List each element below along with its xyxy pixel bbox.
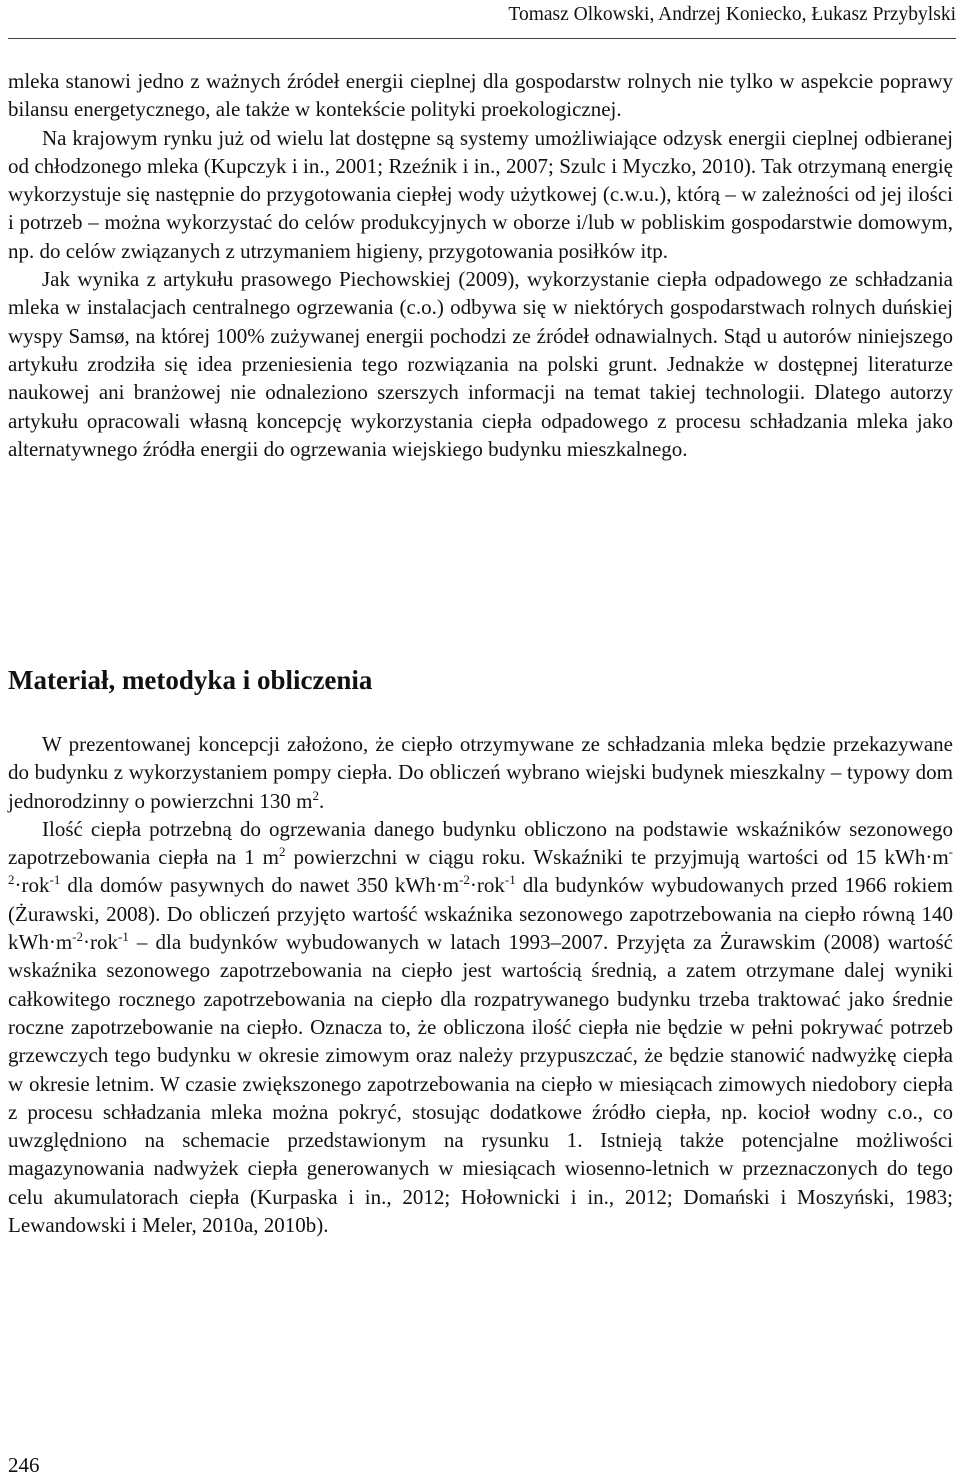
- paragraph-continuation: mleka stanowi jedno z ważnych źródeł energii cieplnej dla gospodarstw rolnych nie tylko w aspekcie poprawy bilansu energetycznego, ale także w kontekście polityki proekologicznej.: [8, 69, 953, 122]
- superscript: -2: [459, 872, 470, 888]
- method-text-block: [8, 730, 953, 1239]
- superscript: 2: [279, 844, 286, 860]
- paragraph-concept-end: .: [318, 788, 325, 813]
- text-run: ·rok: [83, 930, 118, 955]
- page-number: 246: [8, 1453, 40, 1477]
- page-header: [8, 0, 956, 39]
- text-run: powierzchni w ciągu roku. Wskaźniki te przyjmują wartości od 15 kWh·m: [285, 845, 949, 870]
- text-run: Ilość ciepła potrzebną do ogrzewania danego budynku obliczono na podstawie wskaźników sezonowego zapotrzebowania ciepła na 1 m: [8, 816, 953, 870]
- superscript: -2: [8, 844, 954, 888]
- superscript: -1: [49, 872, 61, 888]
- running-header-authors: Tomasz Olkowski, Andrzej Koniecko, Łukasz Przybylski: [508, 4, 956, 25]
- paragraph-samso: Jak wynika z artykułu prasowego Piechowskiej (2009), wykorzystanie ciepła odpadowego ze schładzania mleka w instalacjach centralnego ogrzewania (c.o.) odbywa się w niektórych gospodarstwach rolnych duńskiej wyspy Samsø, na której 100% zużywanej energii pochodzi ze źródeł odnawialnych. Stąd u autorów niniejszego artykułu zrodziła się idea przeniesienia tego rozwiązania na polski grunt. Jednakże w dostępnej literaturze naukowej ani branżowej nie odnaleziono szerszych informacji na temat takiej technologii. Dlatego autorzy artykułu opracowali własną koncepcję wykorzystania ciepła odpadowego z procesu schładzania mleka jako alternatywnego źródła energii do ogrzewania wiejskiego budynku mieszkalnego.: [8, 267, 953, 461]
- paragraph-heat-demand: [8, 815, 953, 1239]
- superscript: -2: [72, 929, 83, 945]
- section-heading: Materiał, metodyka i obliczenia: [8, 665, 373, 695]
- superscript: 2: [312, 787, 319, 803]
- superscript: -1: [118, 929, 129, 945]
- paragraph-domestic-market: Na krajowym rynku już od wielu lat dostępne są systemy umożliwiające odzysk energii cieplnej odbieranej od chłodzonego mleka (Kupczyk i in., 2001; Rzeźnik i in., 2007; Szulc i Myczko, 2010). Tak otrzymaną energię wykorzystuje się następnie do przygotowania ciepłej wody użytkowej (c.w.u.), którą – w zależności od jej ilości i potrzeb – można wykorzystać do celów produkcyjnych w oborze i/lub w pobliskim gospodarstwie domowym, np. do celów związanych z utrzymaniem higieny, przygotowania posiłków itp.: [8, 125, 953, 263]
- text-run: dla domów pasywnych do nawet 350 kWh·m: [60, 873, 460, 898]
- text-run: ·rok: [14, 873, 50, 898]
- text-run: – dla budynków wybudowanych w latach 1993–2007. Przyjęta za Żurawskim (2008) wartość wskaźnika sezonowego zapotrzebowania na ciepło jest wartością średnią, a zatem otrzymane dalej wyniki całkowitego rocznego zapotrzebowania na ciepło dla rozpatrywanego budynku trzeba traktować jako średnie roczne zapotrzebowanie na ciepło. Oznacza to, że obliczona ilość ciepła nie będzie w pełni pokrywać potrzeb grzewczych tego budynku w okresie zimowym oraz należy przypuszczać, że będzie stanowić nadwyżkę ciepła w okresie letnim. W czasie zwiększonego zapotrzebowania na ciepło w miesiącach zimowych niedobory ciepła z procesu schładzania mleka można pokryć, stosując dodatkowe źródło ciepła, np. kocioł wodny c.o., co uwzględniono na schemacie przedstawionym na rysunku 1. Istnieją także potencjalne możliwości magazynowania nadwyżek ciepła generowanych w miesiącach wiosenno-letnich w przeznaczonych do tego celu akumulatorach ciepła (Kurpaska i in., 2012; Hołownicki i in., 2012; Domański i Moszyński, 1983; Lewandowski i Meler, 2010a, 2010b).: [8, 930, 953, 1238]
- text-run: ·rok: [469, 873, 505, 898]
- intro-text-block: [8, 67, 953, 463]
- superscript: -1: [504, 872, 516, 888]
- paragraph-concept: [8, 730, 953, 815]
- text-run: dla budynków wybudowanych przed 1966 rokiem (Żurawski, 2008). Do obliczeń przyjęto wartość wskaźnika sezonowego zapotrzebowania na ciepło równą 140 kWh·m: [8, 873, 953, 955]
- paragraph-concept-text: W prezentowanej koncepcji założono, że ciepło otrzymywane ze schładzania mleka będzie przekazywane do budynku z wykorzystaniem pompy ciepła. Do obliczeń wybrano wiejski budynek mieszkalny – typowy dom jednorodzinny o powierzchni 130 m: [8, 732, 953, 813]
